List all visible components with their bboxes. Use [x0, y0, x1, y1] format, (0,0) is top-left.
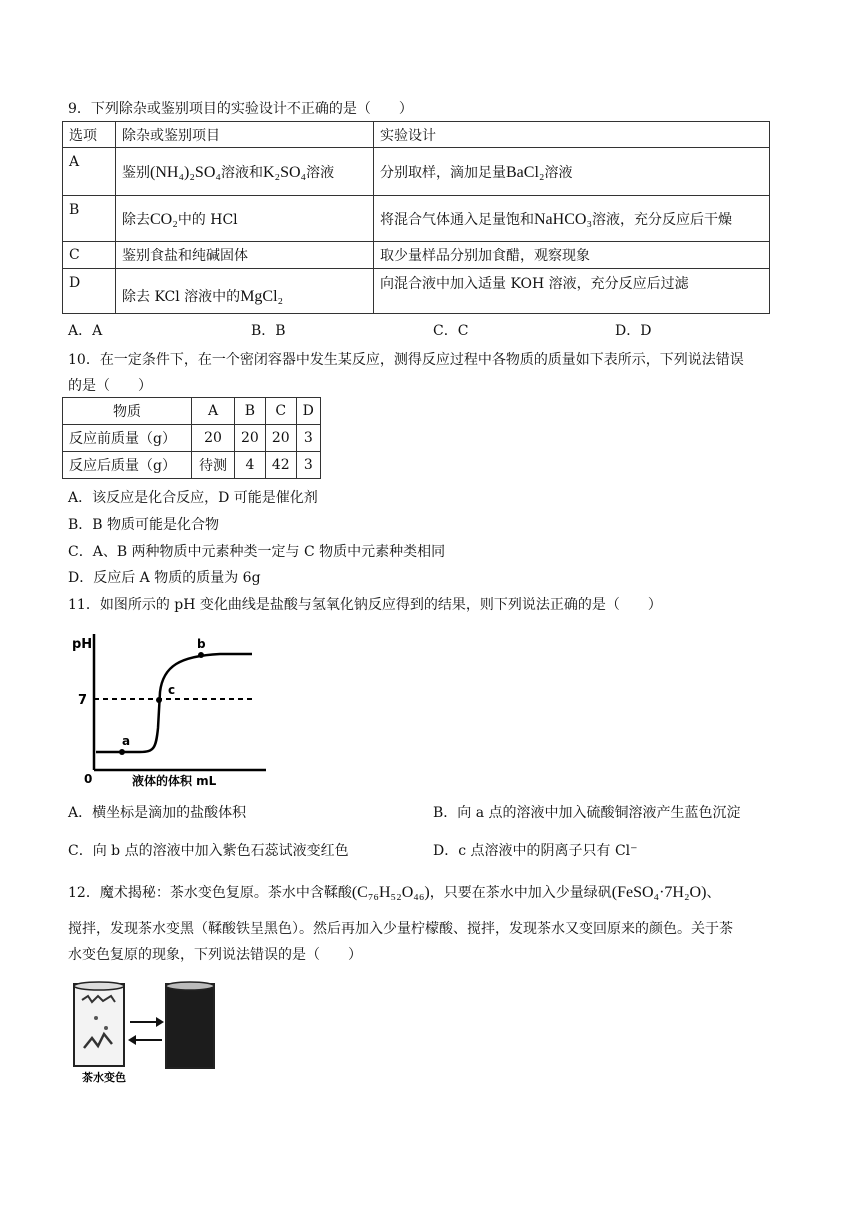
q9-header-design: 实验设计	[374, 122, 770, 148]
q12-tea-figure	[70, 978, 220, 1088]
tea-figure-caption: 茶水变色	[82, 1071, 126, 1084]
q10-row2-label: 反应后质量（g）	[63, 452, 192, 479]
q9-row-a-option: A	[63, 148, 116, 196]
point-c-label: c	[168, 683, 176, 697]
dark-tea-beaker-image	[166, 982, 214, 1068]
q9-row-b-design	[374, 196, 770, 242]
table-row	[63, 242, 770, 269]
q9-row-b-design-pre: 将混合气体通入足量饱和	[380, 211, 534, 228]
q10-stem-line2: 的是（ ）	[68, 378, 152, 394]
q9-row-a-item-pre: 鉴别	[122, 164, 150, 181]
q9-row-b-item-mid: 中的 HCl	[177, 211, 238, 228]
q10-option-b: B．B 物质可能是化合物	[68, 517, 220, 533]
q10-table	[62, 397, 321, 479]
q11-option-d: D．c 点溶液中的阴离子只有 Cl⁻	[433, 843, 638, 859]
q9-header-item: 除杂或鉴别项目	[116, 122, 374, 148]
q10-header-a: A	[192, 398, 235, 425]
ph7-label: 7	[78, 693, 88, 708]
q10-option-a: A．该反应是化合反应，D 可能是催化剂	[68, 490, 318, 506]
q9-row-a-design-formula: BaCl₂	[506, 163, 545, 181]
q9-option-d: D．D	[615, 323, 652, 339]
q10-row1-b: 20	[235, 425, 266, 452]
q9-row-c-item: 鉴别食盐和纯碱固体	[116, 242, 374, 269]
q9-row-a-design	[374, 148, 770, 196]
q11-ph-graph	[70, 628, 270, 788]
q9-stem: 9．下列除杂或鉴别项目的实验设计不正确的是（ ）	[68, 101, 413, 117]
q9-row-d-option: D	[63, 269, 116, 314]
q12-line1-pre: 12．魔术揭秘：茶水变色复原。茶水中含鞣酸	[68, 885, 352, 901]
q10-row1-d: 3	[296, 425, 320, 452]
q9-row-c-design: 取少量样品分别加食醋，观察现象	[374, 242, 770, 269]
q9-row-a-formula-b: K₂SO₄	[262, 163, 307, 181]
q10-row2-d: 3	[296, 452, 320, 479]
q9-row-d-item	[116, 269, 374, 314]
q9-option-c: C．C	[433, 323, 469, 339]
q10-header-b: B	[235, 398, 266, 425]
q9-table	[62, 121, 770, 314]
point-a-label: a	[122, 734, 131, 748]
q10-row2-c: 42	[265, 452, 296, 479]
q11-stem: 11．如图所示的 pH 变化曲线是盐酸与氢氧化钠反应得到的结果，则下列说法正确的是（ ）	[68, 597, 662, 613]
x-axis-label: 液体的体积 mL	[132, 774, 217, 788]
table-row	[63, 269, 770, 314]
q11-option-c: C．向 b 点的溶液中加入紫色石蕊试液变红色	[68, 843, 349, 859]
light-tea-beaker-image	[74, 982, 124, 1066]
q10-option-c: C．A、B 两种物质中元素种类一定与 C 物质中元素种类相同	[68, 544, 446, 560]
q9-row-a-item-mid: 溶液和	[220, 164, 263, 181]
q9-row-b-item-pre: 除去	[122, 211, 150, 228]
table-row	[63, 452, 321, 479]
q11-option-b: B．向 a 点的溶液中加入硫酸铜溶液产生蓝色沉淀	[433, 805, 741, 821]
table-row	[63, 196, 770, 242]
q12-line1	[68, 882, 720, 902]
q9-option-a: A．A	[68, 323, 103, 339]
q9-option-b: B．B	[251, 323, 286, 339]
point-a-marker	[119, 749, 125, 755]
q9-row-b-item	[116, 196, 374, 242]
q10-header-d: D	[296, 398, 320, 425]
origin-label: 0	[84, 772, 93, 786]
ph-curve	[96, 654, 252, 752]
q12-line2: 搅拌，发现茶水变黑（鞣酸铁呈黑色）。然后再加入少量柠檬酸、搅拌，发现茶水又变回原来的颜色。关于茶	[68, 921, 733, 937]
q12-formula-green-vitriol: (FeSO₄·7H₂O)	[611, 884, 707, 901]
q9-row-a-formula-a: (NH₄)₂SO₄	[150, 163, 221, 181]
q9-row-d-formula-a: MgCl₂	[240, 288, 284, 305]
q9-row-a-item-post: 溶液	[306, 164, 335, 181]
q10-row1-a: 20	[192, 425, 235, 452]
q12-formula-tannic-acid: (C₇₆H₅₂O₄₆)	[351, 884, 430, 901]
q10-stem-line1: 10．在一定条件下，在一个密闭容器中发生某反应，测得反应过程中各物质的质量如下表所示，下列说法错误	[68, 352, 744, 368]
q10-option-d: D．反应后 A 物质的质量为 6g	[68, 570, 261, 586]
q10-row2-a: 待测	[192, 452, 235, 479]
q10-row1-c: 20	[265, 425, 296, 452]
q9-header-option: 选项	[63, 122, 116, 148]
q12-line1-post: 、	[706, 885, 721, 901]
q9-row-a-item	[116, 148, 374, 196]
q10-row1-label: 反应前质量（g）	[63, 425, 192, 452]
table-row	[63, 425, 321, 452]
q9-row-d-item-pre: 除去 KCl 溶液中的	[122, 289, 241, 305]
q9-row-a-design-pre: 分别取样，滴加足量	[380, 164, 506, 181]
q9-row-b-design-formula: NaHCO₃	[534, 210, 593, 228]
q9-row-a-design-post: 溶液	[544, 164, 573, 181]
point-c-marker	[156, 697, 162, 703]
q10-header-c: C	[265, 398, 296, 425]
q9-row-c-option: C	[63, 242, 116, 269]
table-row	[63, 148, 770, 196]
y-axis-label: pH	[72, 637, 93, 652]
q10-row2-b: 4	[235, 452, 266, 479]
point-b-marker	[198, 652, 204, 658]
q9-row-b-design-post: 溶液，充分反应后干燥	[592, 211, 733, 228]
q10-header-substance: 物质	[63, 398, 192, 425]
q9-row-b-option: B	[63, 196, 116, 242]
q12-line1-mid: ，只要在茶水中加入少量绿矾	[429, 885, 612, 901]
q9-row-b-formula-a: CO₂	[150, 210, 178, 228]
q9-row-d-design: 向混合液中加入适量 KOH 溶液，充分反应后过滤	[374, 269, 770, 314]
q11-option-a: A．横坐标是滴加的盐酸体积	[68, 805, 247, 821]
point-b-label: b	[197, 637, 206, 651]
q12-line3: 水变色复原的现象，下列说法错误的是（ ）	[68, 947, 362, 963]
